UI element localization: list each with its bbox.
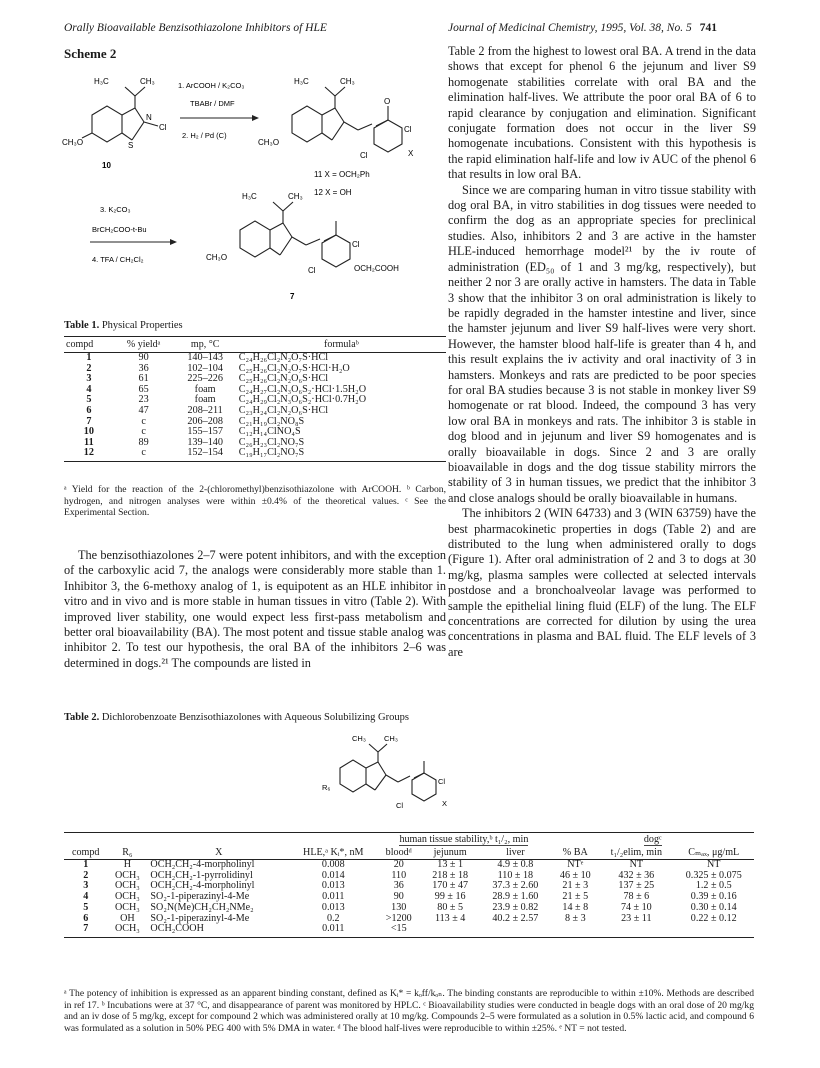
chlorine-label: Cl [404,125,412,134]
table-cell: 110 [391,869,407,881]
table-1 [64,336,446,462]
column-header: jejunum [421,846,479,860]
side-chain-label: OCH₂COOH [354,264,399,273]
table-cell: 0.30 ± 0.14 [690,901,737,913]
arrow-head [170,239,177,245]
table-2-caption [64,712,409,723]
table-cell: 7 [64,924,107,937]
table-cell: 225–226 [187,373,223,385]
table-cell: c [114,448,174,461]
table-cell: C₁₉H₁₇Cl₂NO₇S [237,448,446,461]
table-cell: 170 ± 47 [432,880,469,892]
table-cell: OCH₃ [115,891,140,903]
table-cell: c [141,415,146,427]
methyl-label: CH₃ [352,734,366,743]
table-cell: 2 [86,362,92,374]
column-header: % yieldᵃ [114,337,174,353]
table-cell [479,924,551,937]
table-cell: 14 ± 8 [562,901,589,913]
table-cell: 5 [83,901,89,913]
table-1-label: Table 1. [64,320,100,331]
page-number: 741 [699,22,717,34]
table-cell: SO₂-1-piperazinyl-4-Me [150,891,250,903]
column-header: Cₘₐₓ, μg/mL [674,846,754,860]
table-cell: OCH₃ [107,924,147,937]
r6-label: R₆ [322,783,331,792]
table-cell: C₂₄H₂₆Cl₂N₂O₇S·HCl [238,352,329,363]
paragraph: Since we are comparing human in vitro tissue stability with dog oral BA, in vitro stabilities in dog tissues were needed to confirm the dog as an appropriate species for preclinical studies. Also, inhibitors 2 and 3 are active in the hamster HLE-induced hemorrhage model²¹ by the iv route of administration (ED₅₀ of 1 and 3 mg/kg, respectively), but neither 2 nor 3 are orally active in hamsters. The data in Table 3 show that the inhibitor 3 on oral administration is likely to be rapidly degraded in the hamster intestine and liver, since the hamster jejunum and liver S9 half-lives were very short. However, the hamster blood half-life is greater than 4 h, and this result explains the iv activity and oral inactivity of 3 in hamsters. Monkeys and rats are predicted to be poor species for oral BA studies because 3 is not stable in monkey liver S9 homogenate or rat blood. Indeed, the compound 3 has very low oral BA in monkeys and rats. The inhibitor 3 is stable in dog blood and in jejunum and liver S9 homogenates and is orally bioavailable in dogs. Since 2 and 3 are orally bioavailable in dogs and the dog tissue stability mirrors the stability of 3 in human tissues, we predict that the inhibitor 3 and close analogs should be orally bioavailable in humans. [448,182,756,505]
table-cell: 89 [138,436,149,448]
table-cell: 78 ± 6 [623,891,650,903]
table-cell: H [123,859,132,870]
column-header: compd [64,846,107,860]
table-cell: SO₂N(Me)CH₂CH₂NMe₂ [150,901,254,913]
table-cell: 0.014 [321,869,345,881]
table-cell: 46 ± 10 [559,869,591,881]
table-cell: C₁₂H₁₄ClNO₄S [238,426,301,438]
column-header: liver [479,846,551,860]
table-cell: 0.013 [321,880,345,892]
sulfur-label: S [128,141,134,150]
chlorine-label: Cl [308,266,316,275]
table-header-row [64,846,754,860]
compound-10-label: 10 [102,161,111,170]
table-cell: 113 ± 4 [434,912,466,924]
group-header-dog: dogᶜ [643,834,662,845]
table-cell: 65 [138,383,149,395]
table-cell: 110 ± 18 [497,869,534,881]
compound-7-structure [240,202,350,267]
table-cell: C₂₃H₂₄Cl₂N₂O₆S·HCl [238,404,329,416]
table-cell: 102–104 [187,362,223,374]
table-cell: 8 ± 3 [564,912,586,924]
table-cell [551,924,599,937]
table-cell: 7 [86,415,92,427]
right-column-text [448,44,756,660]
table-cell: 206–208 [187,415,223,427]
table-cell: 11 [84,436,94,448]
table-cell: 6 [86,404,92,416]
table-cell: 20 [393,859,404,870]
arrow-head [252,115,259,121]
table-cell: 4 [86,383,92,395]
table-1-caption [64,320,183,331]
table-header-row [64,337,446,353]
table-cell: 36 [393,880,404,892]
table-cell: NTᵉ [567,859,584,870]
table-cell: 12 [64,448,114,461]
table-cell: 21 ± 3 [562,880,589,892]
paragraph: The benzisothiazolones 2–7 were potent inhibitors, and with the exception of the carboxylic acid 7, the analogs were considerably more stable than 1. Inhibitor 3, the 6-methoxy analog of 1, is equipotent as an HLE inhibitor in vitro and in vivo and is more stable in human tissues in vitro (Table 2). With improved liver stability, one would expect less first-pass metabolism and better oral bioavailability (BA). The most potent and tissue stable analog was inhibitor 2. To test our hypothesis, the oral BA of the inhibitors 2–6 was determined in dogs.²¹ The compounds are listed in [64,548,446,670]
journal-citation: Journal of Medicinal Chemistry, 1995, Vol. 38, No. 5 [448,22,692,34]
table-cell: SO₂-1-piperazinyl-4-Me [150,912,250,924]
table-cell: OCH₂CH₂-1-pyrrolidinyl [150,869,253,881]
column-header: R₆ [107,846,147,860]
table-cell: 80 ± 5 [437,901,464,913]
step-1-label: 1. ArCOOH / K₂CO₃ [178,81,245,90]
table-cell: 6 [83,912,89,924]
nitrogen-label: N [146,113,152,122]
table-cell: C₂₁H₁₉Cl₂NO₈S [238,415,305,427]
x-substituent-label: X [442,799,448,808]
table-cell: 0.011 [322,891,345,903]
paragraph: Table 2 from the highest to lowest oral BA. A trend in the data shows that except for phenol 6 the jejunum and liver S9 homogenate stabilities correlate with oral BA and the elimination half-lives. We attribute the poor oral BA of 6 to rapid clearance by conjugation and elimination. Significant conjugate formation does not occur in the liver S9 homogenate incubations. Consistent with this hypothesis is the rapid elimination half-life and low iv AUC of the phenol 6 that results in low oral BA. [448,44,756,182]
step-1-reagent: TBABr / DMF [190,99,235,108]
table-group-header-row [64,833,754,847]
table-cell: 137 ± 25 [618,880,655,892]
table-row [64,924,754,937]
table-cell: OCH₃ [115,880,140,892]
table-cell: 5 [86,394,92,406]
table-cell: 99 ± 16 [434,891,466,903]
table-cell: 0.013 [321,901,345,913]
table-cell [599,924,673,937]
column-header: X [147,846,290,860]
table-cell: 0.2 [326,912,340,924]
left-column-text [64,548,446,671]
table-cell: OCH₂CH₂-4-morpholinyl [150,880,255,892]
methoxy-label: CH₃O [206,253,228,262]
paragraph: The inhibitors 2 (WIN 64733) and 3 (WIN 63759) have the best pharmacokinetic properties in dogs (Table 2) and are distributed to the lung when administered orally to dogs (Figure 1). After oral administration of 2 and 3 to dogs at 30 mg/kg, plasma samples were collected at selected intervals postdose and a bronchoalveolar lavage was performed to sample the epithelial lining fluid (ELF) of the lung. The ELF concentrations are corrected for dilution by using the urea concentrations in plasma and BAL fluid. The ELF levels of 3 are [448,506,756,659]
table-cell: 23.9 ± 0.82 [492,901,539,913]
table-cell: 2 [83,869,89,881]
chlorine-label: Cl [159,123,167,132]
carbonyl-oxygen-label: O [384,97,391,106]
table-cell: 21 ± 5 [562,891,589,903]
table-cell: OH [120,912,135,924]
table-cell: 0.011 [290,924,376,937]
column-header: bloodᵈ [376,846,421,860]
table-cell: 432 ± 36 [618,869,655,881]
step-3-reagent: BrCH₂COO-t-Bu [92,225,147,234]
step-4-label: 4. TFA / CH₂Cl₂ [92,255,144,264]
methoxy-label: CH₃O [258,138,280,147]
table-row [64,406,446,417]
compound-12-label: 12 X = OH [314,188,352,197]
table-cell: OCH₃ [115,869,140,881]
chlorine-label: Cl [396,801,404,810]
methyl-label: CH₃ [340,77,355,86]
table-1-title: Physical Properties [101,320,183,331]
chlorine-label: Cl [352,240,360,249]
column-header: compd [64,337,114,353]
table-cell: 3 [83,880,89,892]
table-cell: 139–140 [187,436,223,448]
table-2-footnote: ᵃ The potency of inhibition is expressed as an apparent binding constant, defined as Kᵢ* = kₒff/kₒₙ. The binding constants are reproducible to within ±10%. Methods are described in ref 17. ᵇ Incubations were at 37 °C, and disappearance of parent was monitored by HPLC. ᶜ Bioavailability studies were conducted in beagle dogs with an oral dose of 20 mg/kg and an iv dose of 5 mg/kg, except for compound 2 which was administered orally at 10 mg/kg. Compounds 2–5 were formulated as a solution in 0.5% lactic acid, and compound 6 was formulated as a solution in 50% PEG 400 with 5% DMA in water. ᵈ The blood half-lives were reproducible to within ±25%. ᵉ NT = not tested. [64,988,754,1034]
column-header: % BA [551,846,599,860]
step-3-label: 3. K₂CO₃ [100,205,131,214]
table-cell: 1 [83,859,89,870]
table-cell: >1200 [385,912,412,924]
table-cell: 1 [86,352,92,363]
table-cell: c [141,426,146,438]
table-cell: 90 [393,891,404,903]
table-2-structure-diagram [320,730,500,830]
table-cell: 47 [138,404,149,416]
table-cell: 208–211 [187,404,223,416]
table-cell: 1.2 ± 0.5 [695,880,732,892]
scheme-title: Scheme 2 [64,46,117,61]
table-2-title: Dichlorobenzoate Benzisothiazolones with Aqueous Solubilizing Groups [101,712,409,723]
table-cell: foam [194,394,216,406]
table-cell: 152–154 [174,448,237,461]
table-cell [421,924,479,937]
table-cell: 40.2 ± 2.57 [492,912,539,924]
methyl-label: H₃C [242,192,257,201]
table-row [64,448,446,461]
table-cell: 28.9 ± 1.60 [492,891,539,903]
table-cell: 0.008 [321,859,345,870]
running-header-title: Orally Bioavailable Benzisothiazolone Inhibitors of HLE [64,22,327,34]
table-cell: <15 [376,924,421,937]
methyl-label: CH₃ [140,77,155,86]
table-cell: 61 [138,373,149,385]
table-2 [64,832,754,938]
table-1-body [64,353,446,462]
table-cell: 23 [138,394,149,406]
table-cell [674,924,754,937]
table-cell: 0.22 ± 0.12 [690,912,737,924]
methyl-label: CH₃ [384,734,398,743]
table-cell: 23 ± 11 [621,912,652,924]
methoxy-label: CH₃O [62,138,84,147]
table-cell: 4.9 ± 0.8 [497,859,534,870]
table-cell: 90 [138,352,149,363]
table-cell: foam [194,383,216,395]
table-cell: 3 [86,373,92,385]
column-header: t₁/₂elim, min [599,846,673,860]
table-cell: C₂₅H₂₆Cl₂N₂O₆S·HCl [238,373,329,385]
group-header-human: human tissue stability,ᵇ t₁/₂, min [399,834,529,845]
column-header: HLE,ᵃ Kᵢ*, nM [290,846,376,860]
table-cell: C₂₄H₂₉Cl₂N₃O₆S₂·HCl·0.7H₂O [238,394,367,406]
step-2-label: 2. H₂ / Pd (C) [182,131,227,140]
table-2-body [64,860,754,938]
column-header: formulaᵇ [237,337,446,353]
table-row [64,353,446,364]
x-substituent-label: X [408,149,414,158]
table-cell: 36 [138,362,149,374]
table-cell: C₂₅H₂₆Cl₂N₂O₇S·HCl·H₂O [238,362,350,374]
running-header-journal [448,22,717,34]
table-cell: 130 [391,901,407,913]
table-cell: OCH₂COOH [147,924,290,937]
table-cell: 10 [83,426,94,438]
compound-7-label: 7 [290,292,295,301]
table-cell: OCH₃ [115,901,140,913]
scheme-2-diagram [62,60,446,310]
table-cell: NT [629,859,644,870]
table-cell: C₂₄H₂₇Cl₂N₃O₆S₂·HCl·1.5H₂O [238,383,367,395]
table-cell: 0.325 ± 0.075 [685,869,742,881]
methyl-label: H₃C [94,77,109,86]
table-cell: 74 ± 10 [620,901,652,913]
column-header: mp, °C [174,337,237,353]
table-1-footnote: ᵃ Yield for the reaction of the 2-(chloromethyl)benzisothiazolone with ArCOOH. ᵇ Carbon, hydrogen, and nitrogen analyses were within ±0.4% of the theoretical values. ᶜ See the Experimental Section. [64,484,446,519]
table-cell: 218 ± 18 [432,869,469,881]
chlorine-label: Cl [438,777,446,786]
table-2-label: Table 2. [64,712,100,723]
table-cell: NT [707,859,721,870]
methyl-label: CH₃ [288,192,303,201]
table-cell: 37.3 ± 2.60 [492,880,539,892]
methyl-label: H₃C [294,77,309,86]
table-row [64,903,754,914]
table-cell: 13 ± 1 [437,859,464,870]
table-cell: C₂₆H₂₃Cl₂NO₇S [238,436,305,448]
table-cell: OCH₂CH₂-4-morpholinyl [150,859,255,870]
compound-11-label: 11 X = OCH₂Ph [314,170,370,179]
table-cell: 140–143 [187,352,223,363]
table-cell: 0.39 ± 0.16 [690,891,737,903]
chlorine-label: Cl [360,151,368,160]
table-cell: 4 [83,891,89,903]
table-cell: 155–157 [187,426,223,438]
